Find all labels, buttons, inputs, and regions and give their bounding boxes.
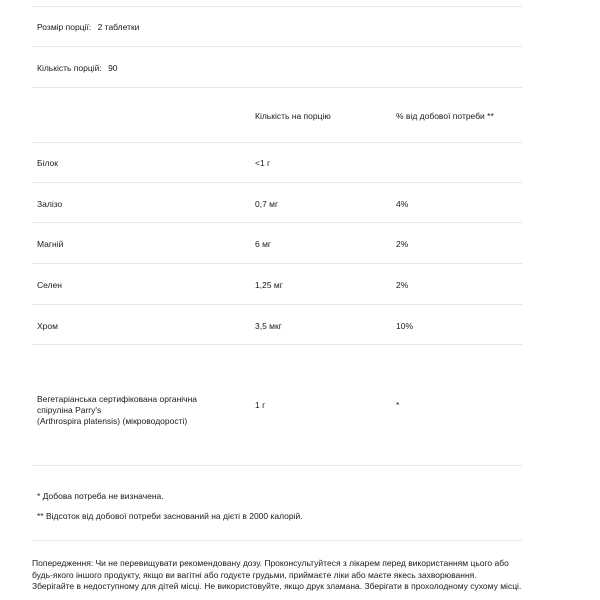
warning-line-1: Попередження: Чи не перевищувати рекомендовану дозу. Проконсультуйтеся з лікарем перед використанням цього або xyxy=(32,558,509,568)
nutrient-daily-value: 2% xyxy=(396,280,409,290)
spirulina-name-line-1: Вегетаріанська сертифікована органічна xyxy=(37,394,198,404)
divider xyxy=(32,6,522,7)
nutrient-amount: 3,5 мкг xyxy=(255,321,282,331)
spirulina-amount: 1 г xyxy=(255,400,266,410)
divider xyxy=(32,263,522,264)
divider xyxy=(32,87,522,88)
nutrient-amount: 1,25 мг xyxy=(255,280,283,290)
warning-line-2: будь-якого іншого продукту, якщо ви вагітні або годуєте грудьми, приймаєте ліки або маєте якесь захворювання. xyxy=(32,569,477,580)
nutrient-name: Магній xyxy=(37,239,64,249)
divider xyxy=(32,344,522,345)
nutrient-name: Білок xyxy=(37,158,58,168)
nutrient-name: Селен xyxy=(37,280,62,290)
divider xyxy=(32,142,522,143)
serving-size-label: Розмір порції: xyxy=(37,22,92,32)
nutrient-daily-value: 2% xyxy=(396,239,409,249)
footnote-daily-value-not-established: * Добова потреба не визначена. xyxy=(37,491,164,501)
divider xyxy=(32,465,522,466)
nutrient-amount: 6 мг xyxy=(255,239,272,249)
servings-count-value: 90 xyxy=(108,63,118,73)
nutrient-name: Залізо xyxy=(37,199,63,209)
divider xyxy=(32,540,522,541)
divider xyxy=(32,222,522,223)
table-header-daily-value: % від добової потреби ** xyxy=(396,111,494,121)
nutrient-daily-value: 4% xyxy=(396,199,409,209)
divider xyxy=(32,304,522,305)
serving-size-row xyxy=(37,22,139,33)
nutrient-amount: <1 г xyxy=(255,158,271,168)
divider xyxy=(32,182,522,183)
spirulina-name-line-2: спіруліна Parry's xyxy=(37,405,102,415)
footnote-2000-calorie-diet: ** Відсоток від добової потреби заснований на дієті в 2000 калорій. xyxy=(37,511,303,521)
nutrient-amount: 0,7 мг xyxy=(255,199,279,209)
nutrient-name: Хром xyxy=(37,321,58,331)
table-header-amount: Кількість на порцію xyxy=(255,111,331,121)
nutrient-daily-value: 10% xyxy=(396,321,414,331)
servings-count-row xyxy=(37,63,118,74)
spirulina-daily-value: * xyxy=(396,400,400,410)
serving-size-value: 2 таблетки xyxy=(97,22,140,32)
warning-text xyxy=(32,558,577,593)
servings-count-label: Кількість порцій: xyxy=(37,63,102,73)
spirulina-name-line-3: (Arthrospira platensis) (мікроводорості) xyxy=(37,416,188,426)
divider xyxy=(32,46,522,47)
warning-line-3: Зберігайте в недоступному для дітей місці. Не використовуйте, якщо друк зламана. Зберігати в прохолодному сухому місці. xyxy=(32,581,522,591)
